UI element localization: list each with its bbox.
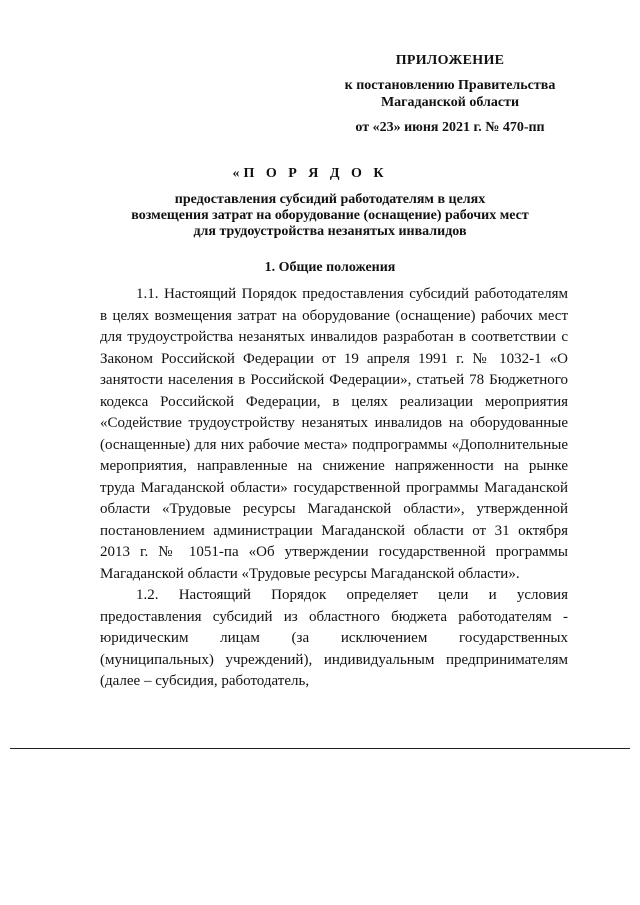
order-subtitle-line: предоставления субсидий работодателям в целях	[174, 192, 486, 207]
appendix-region-line: Магаданской области	[380, 95, 520, 110]
paragraph-1-1: 1.1. Настоящий Порядок предоставления субсидий работодателям в целях возмещения затрат на оборудование (оснащение) рабочих мест для трудоустройства незанятых инвалидов разработан в соответствии с Законом Российской Федерации от 19 апреля 1991 г. № 1032-1 «О занятости населения в Российской Федерации», статьей 78 Бюджетного кодекса Российской Федерации, в целях реализации мероприятия «Содействие трудоустройству незанятых инвалидов на оборудованные (оснащенные) для них рабочие места» подпрограммы «Дополнительные мероприятия, направленные на снижение напряженности на рынке труда Магаданской области» государственной программы Магаданской области «Трудовые ресурсы Магаданской области», утвержденной постановлением администрации Магаданской области от 31 октября 2013 г. № 1051-па «Об утверждении государственной программы Магаданской области «Трудовые ресурсы Магаданской области».	[100, 286, 568, 582]
order-title-block	[90, 166, 570, 240]
footer-divider	[10, 748, 630, 749]
paragraph-1-2: 1.2. Настоящий Порядок определяет цели и условия предоставления субсидий из областного бюджета работодателям - юридическим лицам (за исключением государственных (муниципальных) учреждений), индивидуальным предпринимателям (далее – субсидия, работодатель,	[100, 587, 568, 689]
appendix-resolution-line: к постановлению Правительства	[344, 78, 556, 93]
appendix-header	[300, 52, 600, 136]
section-body	[100, 284, 568, 693]
order-subtitle-line: для трудоустройства незанятых инвалидов	[193, 224, 467, 239]
appendix-title: ПРИЛОЖЕНИЕ	[395, 53, 505, 68]
section-heading: 1. Общие положения	[264, 260, 396, 275]
order-title: «П О Р Я Д О К	[232, 166, 388, 181]
order-subtitle-line: возмещения затрат на оборудование (оснащение) рабочих мест	[131, 208, 529, 223]
appendix-date-number: от «23» июня 2021 г. № 470-пп	[355, 120, 545, 135]
